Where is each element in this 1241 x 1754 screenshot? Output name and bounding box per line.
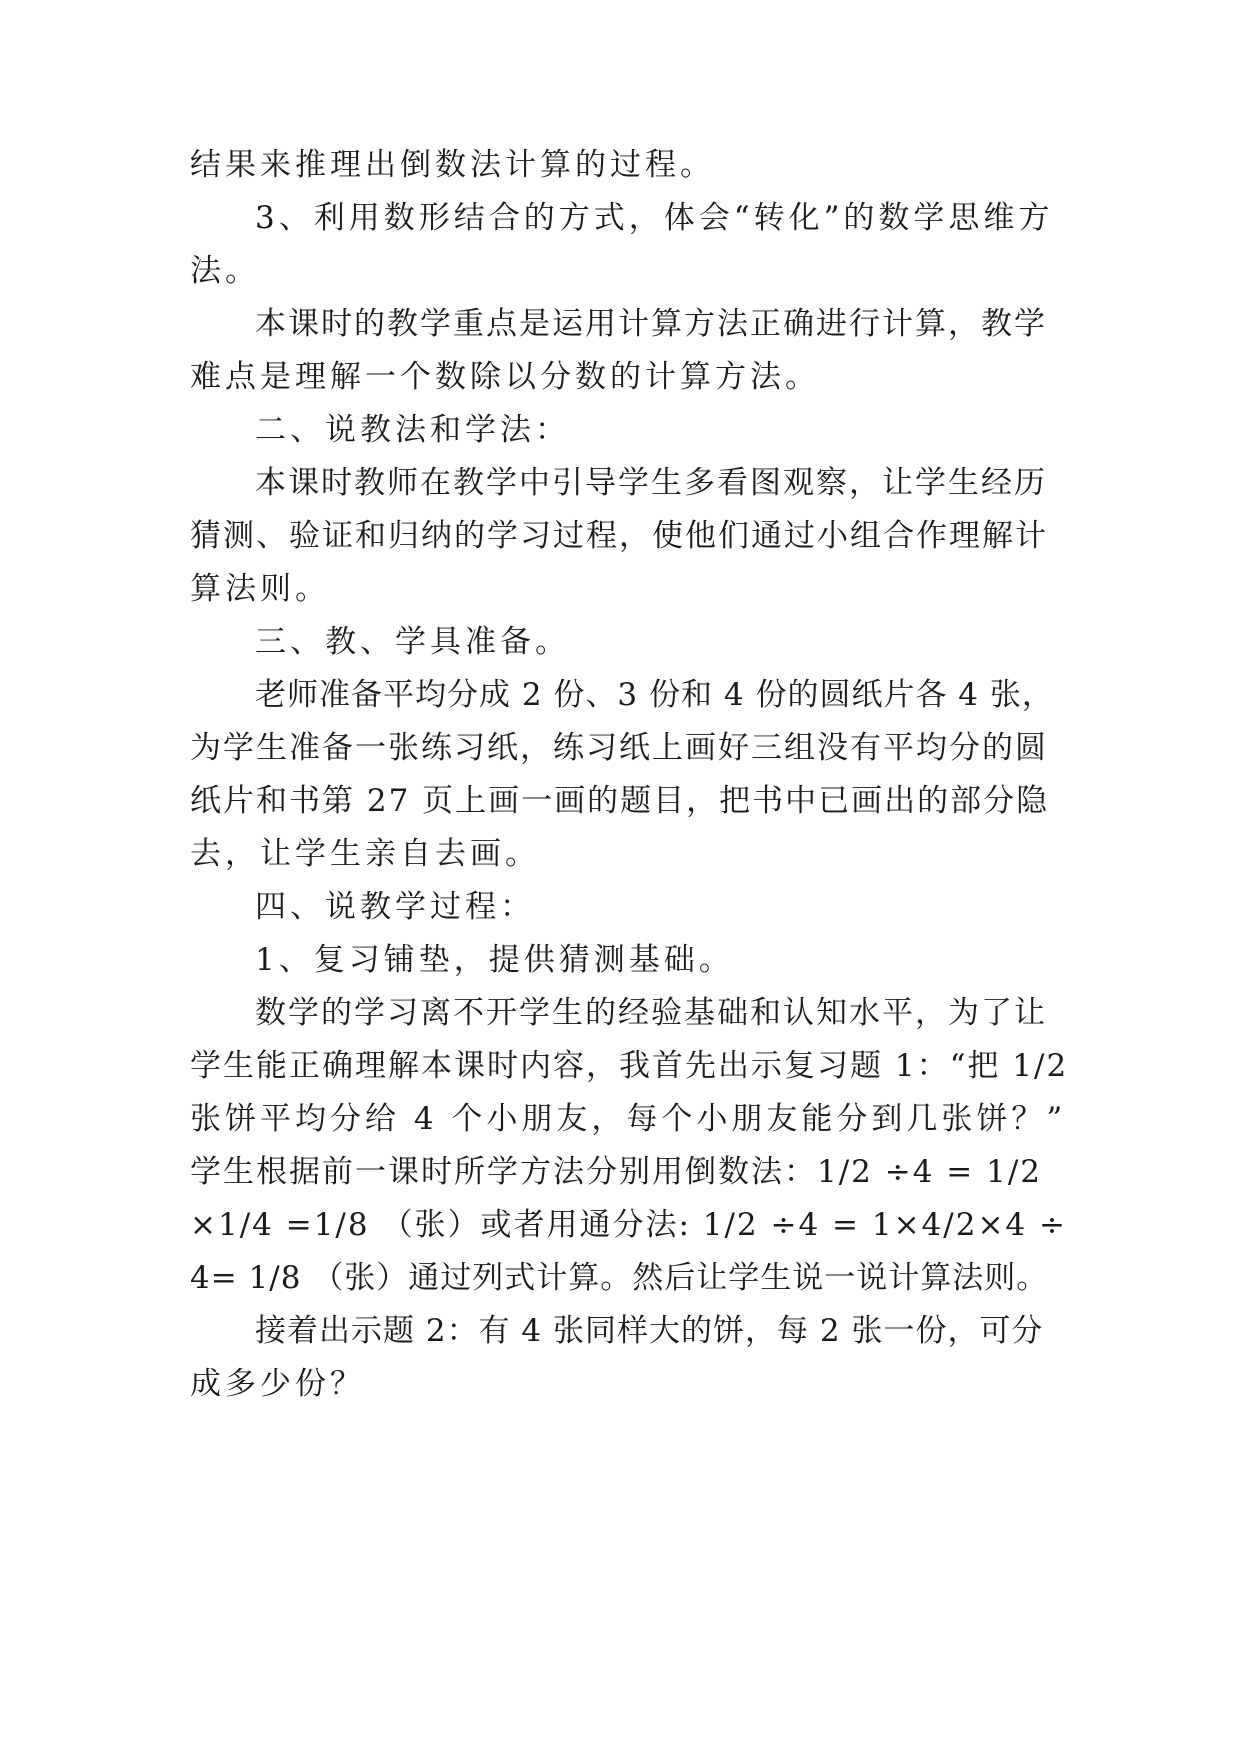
text-line: 本课时的教学重点是运用计算方法正确进行计算，教学 bbox=[255, 306, 1047, 342]
text-line: 为学生准备一张练习纸，练习纸上画好三组没有平均分的圆 bbox=[190, 730, 1048, 766]
text-line: 难点是理解一个数除以分数的计算方法。 bbox=[190, 359, 820, 395]
text-line: 学生根据前一课时所学方法分别用倒数法：1/2 ÷4 = 1/2 bbox=[190, 1154, 1043, 1190]
section-heading: 四、说教学过程： bbox=[255, 889, 535, 925]
text-line: 结果来推理出倒数法计算的过程。 bbox=[190, 147, 715, 183]
text-line: 本课时教师在教学中引导学生多看图观察，让学生经历 bbox=[255, 465, 1047, 501]
text-line: 去，让学生亲自去画。 bbox=[190, 836, 540, 872]
text-line: 老师准备平均分成 2 份、3 份和 4 份的圆纸片各 4 张， bbox=[255, 677, 1054, 713]
text-line: 张饼平均分给 4 个小朋友，每个小朋友能分到几张饼？” bbox=[190, 1101, 1067, 1137]
text-line: 猜测、验证和归纳的学习过程，使他们通过小组合作理解计 bbox=[190, 518, 1048, 554]
text-line: 成多少份？ bbox=[190, 1366, 365, 1402]
text-line: 3、利用数形结合的方式，体会“转化”的数学思维方 bbox=[255, 200, 1054, 236]
text-line: 接着出示题 2：有 4 张同样大的饼，每 2 张一份，可分 bbox=[255, 1313, 1044, 1349]
text-line: 纸片和书第 27 页上画一画的题目，把书中已画出的部分隐 bbox=[190, 783, 1050, 819]
text-line: 法。 bbox=[190, 253, 260, 289]
text-line: 学生能正确理解本课时内容，我首先出示复习题 1：“把 1/2 bbox=[190, 1048, 1069, 1084]
text-line: 数学的学习离不开学生的经验基础和认知水平，为了让 bbox=[255, 995, 1047, 1031]
subsection-heading: 1、复习铺垫，提供猜测基础。 bbox=[255, 942, 734, 978]
section-heading: 三、教、学具准备。 bbox=[255, 624, 570, 660]
text-line: 算法则。 bbox=[190, 571, 330, 607]
text-line: 4= 1/8 （张）通过列式计算。然后让学生说一说计算法则。 bbox=[190, 1260, 1049, 1296]
text-line: ×1/4 =1/8 （张）或者用通分法: 1/2 ÷4 = 1×4/2×4 ÷ bbox=[190, 1207, 1067, 1243]
section-heading: 二、说教法和学法： bbox=[255, 412, 570, 448]
